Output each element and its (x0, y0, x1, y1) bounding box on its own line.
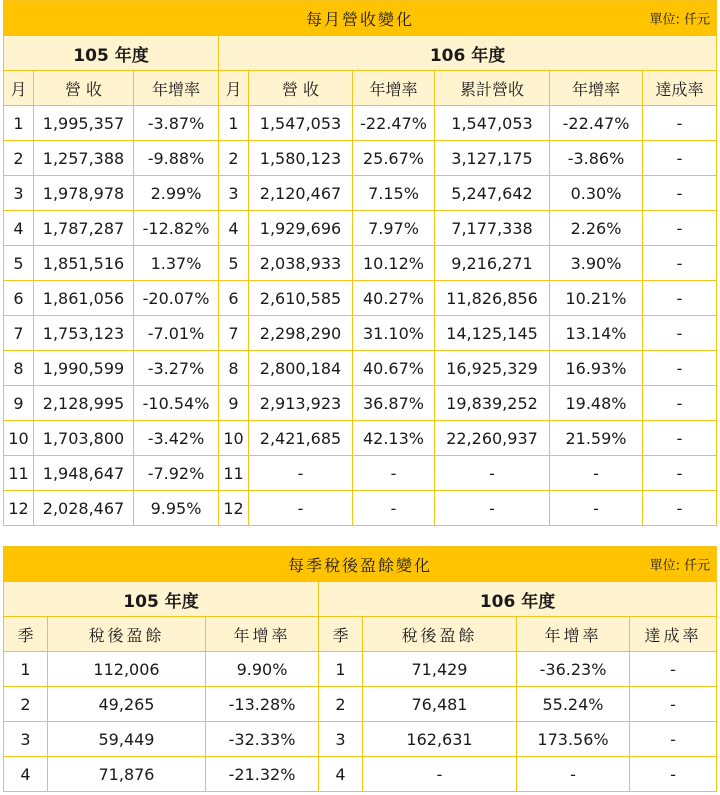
quarterly-cell-yoy2: - (517, 757, 630, 792)
monthly-cell-cumyoy: -3.86% (550, 141, 643, 176)
monthly-cell-rev1: 1,995,357 (34, 106, 134, 141)
monthly-cell-yoy1: 9.95% (134, 491, 219, 526)
monthly-cell-m2: 11 (219, 456, 249, 491)
monthly-cell-ach: - (643, 316, 717, 351)
col-revenue-prev: 營 收 (34, 71, 134, 106)
col-yoy-prev: 年增率 (134, 71, 219, 106)
quarterly-cell-q1: 4 (4, 757, 48, 792)
monthly-cell-rev1: 1,861,056 (34, 281, 134, 316)
monthly-cell-cumyoy: - (550, 456, 643, 491)
monthly-cell-yoy1: -20.07% (134, 281, 219, 316)
monthly-cell-yoy2: - (353, 491, 435, 526)
quarterly-year-curr: 106 年度 (319, 582, 717, 617)
monthly-cell-cumyoy: 10.21% (550, 281, 643, 316)
monthly-cell-ach: - (643, 211, 717, 246)
monthly-cell-cum: - (435, 491, 550, 526)
quarterly-cell-ach: - (630, 687, 717, 722)
quarterly-row (4, 652, 717, 687)
quarterly-row (4, 722, 717, 757)
quarterly-year-prev: 105 年度 (4, 582, 319, 617)
monthly-cell-yoy1: -3.42% (134, 421, 219, 456)
monthly-cell-rev2: - (249, 456, 353, 491)
monthly-cell-m2: 5 (219, 246, 249, 281)
monthly-cell-m1: 8 (4, 351, 34, 386)
col-net-profit-prev: 稅後盈餘 (48, 617, 206, 652)
quarterly-title-text: 每季稅後盈餘變化 (288, 555, 433, 575)
col-q-achievement-rate: 達成率 (630, 617, 717, 652)
quarterly-cell-np2: - (363, 757, 517, 792)
monthly-title-text: 每月營收變化 (306, 9, 415, 29)
monthly-cell-rev2: 2,913,923 (249, 386, 353, 421)
monthly-cell-m2: 1 (219, 106, 249, 141)
col-revenue-curr: 營 收 (249, 71, 353, 106)
monthly-unit-label: 單位: 仟元 (649, 12, 711, 28)
monthly-cell-m1: 5 (4, 246, 34, 281)
quarterly-cell-q2: 3 (319, 722, 363, 757)
monthly-cell-m2: 9 (219, 386, 249, 421)
quarterly-cell-q1: 2 (4, 687, 48, 722)
quarterly-cell-yoy1: -21.32% (206, 757, 319, 792)
monthly-cell-cum: 1,547,053 (435, 106, 550, 141)
monthly-cell-cum: 16,925,329 (435, 351, 550, 386)
monthly-cell-yoy1: 2.99% (134, 176, 219, 211)
monthly-cell-cumyoy: - (550, 491, 643, 526)
quarterly-cell-q1: 1 (4, 652, 48, 687)
monthly-cell-m2: 4 (219, 211, 249, 246)
monthly-cell-yoy2: 10.12% (353, 246, 435, 281)
monthly-cell-yoy2: -22.47% (353, 106, 435, 141)
col-quarter-curr: 季 (319, 617, 363, 652)
monthly-cell-rev1: 1,703,800 (34, 421, 134, 456)
monthly-cell-m2: 6 (219, 281, 249, 316)
monthly-cell-cumyoy: 13.14% (550, 316, 643, 351)
monthly-cell-rev2: 2,421,685 (249, 421, 353, 456)
monthly-cell-cumyoy: -22.47% (550, 106, 643, 141)
monthly-cell-cum: 5,247,642 (435, 176, 550, 211)
monthly-cell-cumyoy: 0.30% (550, 176, 643, 211)
monthly-cell-cumyoy: 21.59% (550, 421, 643, 456)
monthly-cell-rev1: 1,990,599 (34, 351, 134, 386)
monthly-cell-ach: - (643, 246, 717, 281)
col-cumulative-revenue: 累計營收 (435, 71, 550, 106)
quarterly-cell-ach: - (630, 652, 717, 687)
monthly-cell-yoy2: 42.13% (353, 421, 435, 456)
monthly-cell-ach: - (643, 141, 717, 176)
col-achievement-rate: 達成率 (643, 71, 717, 106)
monthly-cell-cum: 19,839,252 (435, 386, 550, 421)
monthly-cell-rev2: 1,929,696 (249, 211, 353, 246)
monthly-cell-yoy1: -7.92% (134, 456, 219, 491)
monthly-cell-yoy1: -12.82% (134, 211, 219, 246)
monthly-cell-m2: 3 (219, 176, 249, 211)
monthly-cell-rev2: 1,580,123 (249, 141, 353, 176)
monthly-table-title (4, 1, 717, 36)
monthly-cell-rev2: 2,120,467 (249, 176, 353, 211)
quarterly-row (4, 687, 717, 722)
monthly-cell-ach: - (643, 176, 717, 211)
col-quarter-prev: 季 (4, 617, 48, 652)
monthly-cell-rev1: 1,257,388 (34, 141, 134, 176)
col-yoy-q-curr: 年增率 (517, 617, 630, 652)
monthly-cell-yoy2: 7.15% (353, 176, 435, 211)
monthly-year-curr: 106 年度 (219, 36, 717, 71)
monthly-cell-yoy2: 31.10% (353, 316, 435, 351)
monthly-cell-rev2: 2,800,184 (249, 351, 353, 386)
monthly-row (4, 106, 717, 141)
monthly-cell-ach: - (643, 106, 717, 141)
monthly-year-prev: 105 年度 (4, 36, 219, 71)
quarterly-profit-table (3, 546, 717, 792)
monthly-row (4, 141, 717, 176)
monthly-cell-ach: - (643, 421, 717, 456)
monthly-cell-yoy1: -7.01% (134, 316, 219, 351)
monthly-cell-m1: 2 (4, 141, 34, 176)
quarterly-cell-yoy2: 55.24% (517, 687, 630, 722)
quarterly-cell-ach: - (630, 757, 717, 792)
monthly-cell-rev1: 1,851,516 (34, 246, 134, 281)
quarterly-table-title (4, 547, 717, 582)
col-yoy-curr: 年增率 (353, 71, 435, 106)
monthly-cell-cum: 3,127,175 (435, 141, 550, 176)
monthly-cell-m1: 12 (4, 491, 34, 526)
monthly-cell-ach: - (643, 491, 717, 526)
monthly-cell-ach: - (643, 351, 717, 386)
quarterly-row (4, 757, 717, 792)
monthly-cell-yoy2: - (353, 456, 435, 491)
monthly-cell-cum: 22,260,937 (435, 421, 550, 456)
monthly-cell-rev2: 1,547,053 (249, 106, 353, 141)
monthly-cell-rev1: 1,978,978 (34, 176, 134, 211)
quarterly-cell-np1: 71,876 (48, 757, 206, 792)
monthly-row (4, 246, 717, 281)
monthly-row (4, 456, 717, 491)
monthly-cell-m2: 8 (219, 351, 249, 386)
monthly-cell-m1: 4 (4, 211, 34, 246)
monthly-cell-rev2: 2,298,290 (249, 316, 353, 351)
monthly-cell-ach: - (643, 456, 717, 491)
monthly-row (4, 491, 717, 526)
monthly-cell-cum: 9,216,271 (435, 246, 550, 281)
quarterly-cell-np1: 59,449 (48, 722, 206, 757)
monthly-cell-m2: 12 (219, 491, 249, 526)
quarterly-cell-yoy2: 173.56% (517, 722, 630, 757)
monthly-cell-m1: 11 (4, 456, 34, 491)
monthly-cell-cum: 11,826,856 (435, 281, 550, 316)
monthly-cell-m2: 10 (219, 421, 249, 456)
quarterly-cell-yoy1: -32.33% (206, 722, 319, 757)
monthly-row (4, 281, 717, 316)
monthly-cell-yoy1: -9.88% (134, 141, 219, 176)
monthly-cell-m1: 9 (4, 386, 34, 421)
monthly-cell-cumyoy: 16.93% (550, 351, 643, 386)
monthly-cell-cumyoy: 2.26% (550, 211, 643, 246)
monthly-cell-rev1: 1,948,647 (34, 456, 134, 491)
monthly-cell-yoy1: -3.27% (134, 351, 219, 386)
monthly-row (4, 316, 717, 351)
monthly-cell-cumyoy: 19.48% (550, 386, 643, 421)
monthly-cell-ach: - (643, 386, 717, 421)
monthly-cell-ach: - (643, 281, 717, 316)
monthly-cell-yoy1: 1.37% (134, 246, 219, 281)
monthly-cell-cum: 14,125,145 (435, 316, 550, 351)
col-yoy-q-prev: 年增率 (206, 617, 319, 652)
monthly-row (4, 351, 717, 386)
monthly-cell-yoy2: 7.97% (353, 211, 435, 246)
monthly-cell-yoy1: -3.87% (134, 106, 219, 141)
quarterly-cell-q2: 1 (319, 652, 363, 687)
col-month-prev: 月 (4, 71, 34, 106)
monthly-cell-m1: 1 (4, 106, 34, 141)
quarterly-cell-q2: 4 (319, 757, 363, 792)
monthly-cell-m1: 7 (4, 316, 34, 351)
monthly-cell-m2: 7 (219, 316, 249, 351)
monthly-cell-cum: 7,177,338 (435, 211, 550, 246)
monthly-cell-m2: 2 (219, 141, 249, 176)
monthly-cell-rev1: 2,128,995 (34, 386, 134, 421)
quarterly-cell-np2: 162,631 (363, 722, 517, 757)
monthly-cell-yoy2: 36.87% (353, 386, 435, 421)
quarterly-cell-q1: 3 (4, 722, 48, 757)
col-month-curr: 月 (219, 71, 249, 106)
monthly-cell-yoy2: 25.67% (353, 141, 435, 176)
monthly-revenue-table (3, 0, 717, 526)
monthly-cell-cum: - (435, 456, 550, 491)
quarterly-cell-yoy1: -13.28% (206, 687, 319, 722)
quarterly-unit-label: 單位: 仟元 (649, 558, 711, 574)
monthly-cell-cumyoy: 3.90% (550, 246, 643, 281)
monthly-cell-rev1: 1,787,287 (34, 211, 134, 246)
quarterly-cell-yoy1: 9.90% (206, 652, 319, 687)
quarterly-cell-np2: 76,481 (363, 687, 517, 722)
monthly-cell-m1: 3 (4, 176, 34, 211)
monthly-cell-m1: 10 (4, 421, 34, 456)
monthly-cell-m1: 6 (4, 281, 34, 316)
col-cumulative-yoy: 年增率 (550, 71, 643, 106)
monthly-row (4, 386, 717, 421)
monthly-cell-rev2: - (249, 491, 353, 526)
monthly-cell-rev1: 1,753,123 (34, 316, 134, 351)
monthly-row (4, 421, 717, 456)
monthly-cell-rev2: 2,038,933 (249, 246, 353, 281)
monthly-row (4, 176, 717, 211)
monthly-cell-yoy2: 40.27% (353, 281, 435, 316)
quarterly-cell-q2: 2 (319, 687, 363, 722)
monthly-cell-rev2: 2,610,585 (249, 281, 353, 316)
quarterly-cell-np2: 71,429 (363, 652, 517, 687)
col-net-profit-curr: 稅後盈餘 (363, 617, 517, 652)
quarterly-cell-yoy2: -36.23% (517, 652, 630, 687)
quarterly-cell-np1: 112,006 (48, 652, 206, 687)
monthly-cell-yoy2: 40.67% (353, 351, 435, 386)
monthly-cell-yoy1: -10.54% (134, 386, 219, 421)
monthly-row (4, 211, 717, 246)
quarterly-cell-np1: 49,265 (48, 687, 206, 722)
monthly-cell-rev1: 2,028,467 (34, 491, 134, 526)
quarterly-cell-ach: - (630, 722, 717, 757)
